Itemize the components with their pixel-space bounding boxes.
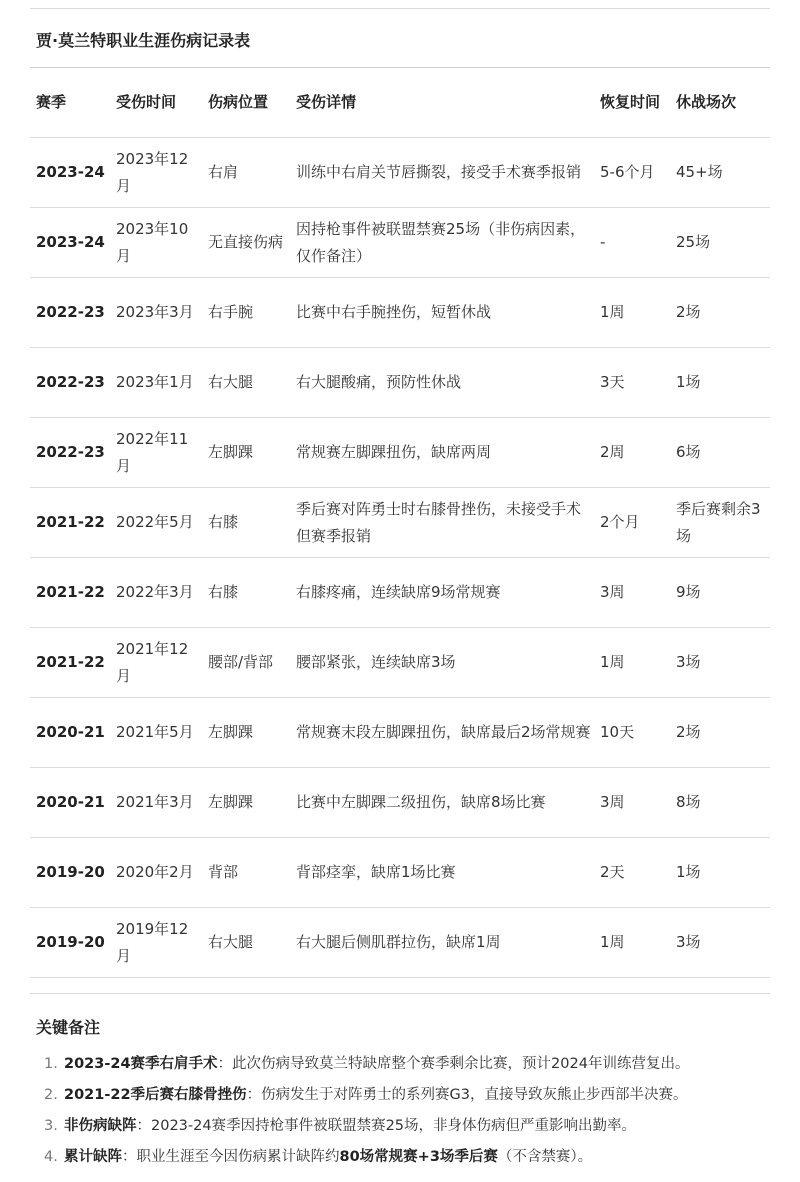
note-highlight: 2021-22季后赛右膝骨挫伤 [64,1087,247,1103]
cell-recovery-time: 2周 [594,418,670,488]
cell-games-missed: 8场 [670,768,770,838]
cell-games-missed: 45+场 [670,138,770,208]
cell-injury-location: 右膝 [202,558,290,628]
cell-injury-location: 右肩 [202,138,290,208]
cell-season: 2021-22 [30,488,110,558]
note-highlight: 累计缺阵 [64,1149,122,1165]
cell-injury-location: 右大腿 [202,348,290,418]
cell-injury-location: 无直接伤病 [202,208,290,278]
cell-injury-location: 左脚踝 [202,698,290,768]
table-row [30,768,770,838]
notes-list [30,1052,784,1176]
cell-games-missed: 6场 [670,418,770,488]
table-row [30,208,770,278]
table-row [30,628,770,698]
cell-injury-location: 左脚踝 [202,418,290,488]
table-row [30,138,770,208]
cell-recovery-time: 2天 [594,838,670,908]
cell-injury-details: 季后赛对阵勇士时右膝骨挫伤，未接受手术但赛季报销 [290,488,594,558]
cell-season: 2020-21 [30,768,110,838]
cell-injury-details: 右膝疼痛，连续缺席9场常规赛 [290,558,594,628]
cell-injury-date: 2023年3月 [110,278,202,348]
cell-injury-details: 训练中右肩关节唇撕裂，接受手术赛季报销 [290,138,594,208]
table-row [30,908,770,978]
cell-recovery-time: 2个月 [594,488,670,558]
cell-season: 2020-21 [30,698,110,768]
cell-recovery-time: 5-6个月 [594,138,670,208]
table-row [30,698,770,768]
top-divider [30,8,770,9]
cell-injury-details: 背部痉挛，缺席1场比赛 [290,838,594,908]
cell-games-missed: 1场 [670,838,770,908]
table-header-row [30,68,770,138]
cell-injury-details: 因持枪事件被联盟禁赛25场（非伤病因素，仅作备注） [290,208,594,278]
table-title: 贾·莫兰特职业生涯伤病记录表 [36,31,251,50]
cell-recovery-time: 3周 [594,558,670,628]
cell-injury-details: 常规赛左脚踝扭伤，缺席两周 [290,418,594,488]
cell-injury-date: 2023年10月 [110,208,202,278]
cell-games-missed: 1场 [670,348,770,418]
cell-season: 2022-23 [30,348,110,418]
note-highlight: 2023-24赛季右肩手术 [64,1056,218,1072]
cell-injury-location: 左脚踝 [202,768,290,838]
note-text: ：伤病发生于对阵勇士的系列赛G3，直接导致灰熊止步西部半决赛。 [246,1087,688,1103]
cell-games-missed: 3场 [670,628,770,698]
note-text: ：职业生涯至今因伤病累计缺阵约 [122,1149,340,1165]
cell-injury-date: 2022年11月 [110,418,202,488]
list-item [64,1083,784,1114]
header-injury-location: 伤病位置 [202,68,290,138]
cell-injury-date: 2021年12月 [110,628,202,698]
cell-injury-date: 2022年5月 [110,488,202,558]
cell-recovery-time: 3天 [594,348,670,418]
header-injury-date: 受伤时间 [110,68,202,138]
table-row [30,488,770,558]
cell-injury-location: 背部 [202,838,290,908]
cell-games-missed: 25场 [670,208,770,278]
note-text: （不含禁赛）。 [497,1149,593,1165]
cell-injury-location: 右手腕 [202,278,290,348]
header-season: 赛季 [30,68,110,138]
cell-injury-date: 2020年2月 [110,838,202,908]
header-games-missed: 休战场次 [670,68,770,138]
cell-season: 2023-24 [30,208,110,278]
cell-games-missed: 2场 [670,698,770,768]
table-row [30,348,770,418]
note-text: ：此次伤病导致莫兰特缺席整个赛季剩余比赛，预计2024年训练营复出。 [217,1056,690,1072]
cell-season: 2021-22 [30,558,110,628]
cell-injury-details: 腰部紧张，连续缺席3场 [290,628,594,698]
cell-season: 2022-23 [30,418,110,488]
cell-games-missed: 9场 [670,558,770,628]
cell-recovery-time: 3周 [594,768,670,838]
table-row [30,838,770,908]
cell-injury-date: 2019年12月 [110,908,202,978]
cell-injury-details: 右大腿酸痛，预防性休战 [290,348,594,418]
cell-injury-date: 2021年5月 [110,698,202,768]
cell-recovery-time: 1周 [594,908,670,978]
list-item [64,1052,784,1083]
cell-injury-details: 右大腿后侧肌群拉伤，缺席1周 [290,908,594,978]
cell-games-missed: 2场 [670,278,770,348]
table-row [30,418,770,488]
table-row [30,558,770,628]
cell-injury-location: 右大腿 [202,908,290,978]
injury-table [30,68,770,978]
cell-injury-location: 右膝 [202,488,290,558]
list-item [64,1145,784,1176]
cell-injury-date: 2021年3月 [110,768,202,838]
cell-injury-date: 2023年12月 [110,138,202,208]
notes-title: 关键备注 [36,1018,101,1037]
cell-season: 2021-22 [30,628,110,698]
cell-recovery-time: 1周 [594,628,670,698]
cell-recovery-time: 1周 [594,278,670,348]
cell-season: 2023-24 [30,138,110,208]
cell-recovery-time: 10天 [594,698,670,768]
cell-games-missed: 季后赛剩余3场 [670,488,770,558]
note-highlight: 非伤病缺阵 [64,1118,137,1134]
cell-injury-date: 2022年3月 [110,558,202,628]
list-item [64,1114,784,1145]
note-highlight: 80场常规赛+3场季后赛 [339,1149,498,1165]
cell-injury-date: 2023年1月 [110,348,202,418]
cell-games-missed: 3场 [670,908,770,978]
cell-injury-details: 比赛中右手腕挫伤，短暂休战 [290,278,594,348]
cell-injury-location: 腰部/背部 [202,628,290,698]
cell-injury-details: 常规赛末段左脚踝扭伤，缺席最后2场常规赛 [290,698,594,768]
header-recovery-time: 恢复时间 [594,68,670,138]
notes-divider [30,993,770,994]
cell-season: 2019-20 [30,908,110,978]
cell-season: 2019-20 [30,838,110,908]
cell-injury-details: 比赛中左脚踝二级扭伤，缺席8场比赛 [290,768,594,838]
cell-season: 2022-23 [30,278,110,348]
cell-recovery-time: - [594,208,670,278]
table-row [30,278,770,348]
note-text: ：2023-24赛季因持枪事件被联盟禁赛25场，非身体伤病但严重影响出勤率。 [136,1118,637,1134]
header-injury-details: 受伤详情 [290,68,594,138]
